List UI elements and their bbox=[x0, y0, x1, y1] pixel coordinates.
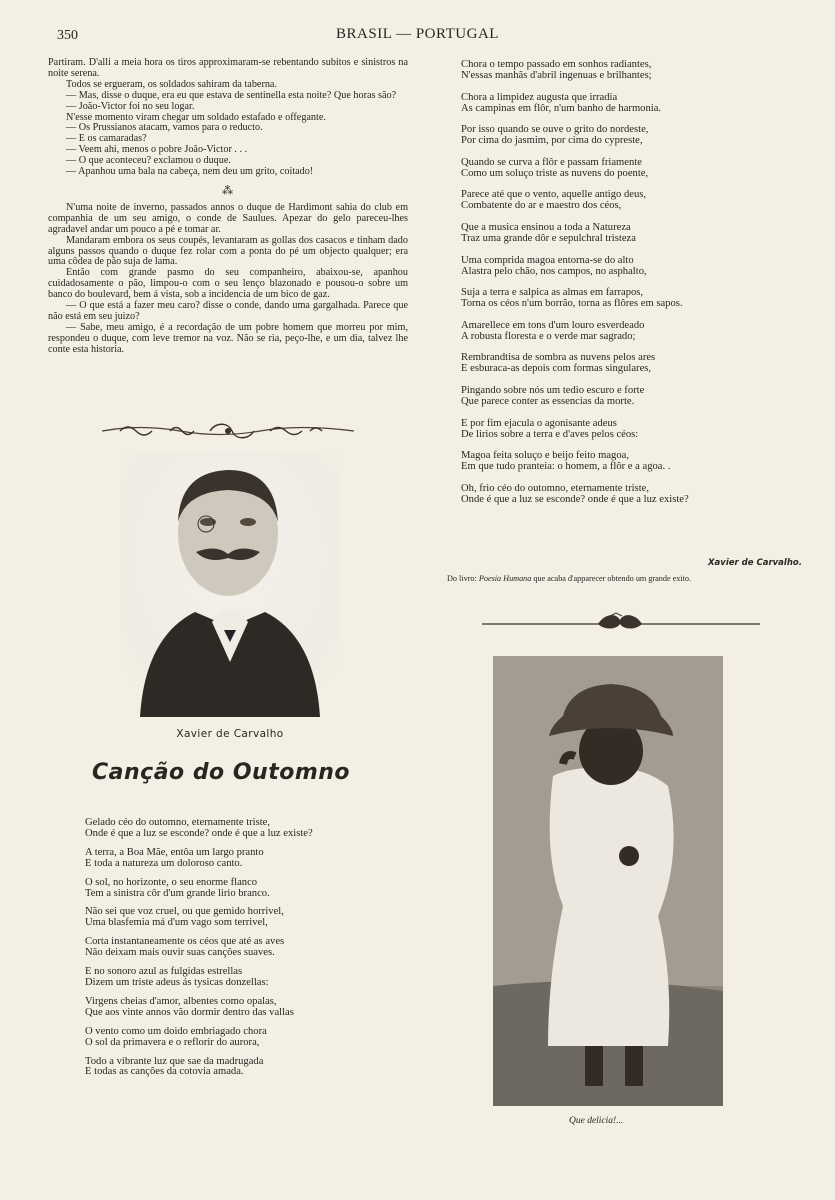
poem-line: Por cima do jasmim, por cima do cypreste, bbox=[461, 135, 643, 147]
portrait-photo bbox=[120, 452, 340, 717]
poem-left-column bbox=[85, 818, 405, 1086]
poem-stanza bbox=[85, 818, 405, 840]
poem-line: Todo a vibrante luz que sae da madrugada bbox=[85, 1055, 264, 1067]
poem-line: Por isso quando se ouve o grito do nordeste, bbox=[461, 124, 649, 136]
prose-paragraph: Então com grande pasmo do seu companheiro, abaixou-se, apanhou cuidadosamente o pão, limpou-o com o seu lenço blazonado e pousou-o sobre um banco do boulevard, bem á vista, sob a incidencia de um bico de gaz. bbox=[48, 267, 408, 301]
poem-line: E por fim ejacula o agonisante adeus bbox=[461, 417, 617, 429]
poem-line: N'essas manhãs d'abril ingenuas e brilhantes; bbox=[461, 69, 652, 81]
poem-stanza bbox=[85, 907, 405, 929]
poem-line: Amarellece em tons d'um louro esverdeado bbox=[461, 319, 645, 331]
poem-stanza bbox=[85, 878, 405, 900]
poem-line: A terra, a Boa Mãe, entôa um largo pranto bbox=[85, 846, 264, 858]
prose-paragraph: — O que está a fazer meu caro? disse o conde, dando uma gargalhada. Parece que não está em seu juizo? bbox=[48, 300, 408, 322]
poem-line: Em que tudo pranteia: o homem, a flôr e a agoa. . bbox=[461, 461, 671, 473]
prose-paragraph: — E os camaradas? bbox=[66, 133, 147, 145]
poem-stanza bbox=[461, 321, 781, 343]
prose-section-2 bbox=[48, 203, 408, 356]
prose-paragraph: — Os Prussianos atacam, vamos para o reducto. bbox=[66, 122, 263, 134]
poem-stanza bbox=[461, 60, 781, 82]
poem-line: E esburaca-as depois com formas singulares, bbox=[461, 363, 652, 375]
prose-paragraph: — Mas, disse o duque, era eu que estava de sentinella esta noite? Que horas são? bbox=[66, 89, 397, 101]
prose-paragraph: — João-Victor foi no seu logar. bbox=[66, 100, 195, 112]
poem-stanza bbox=[85, 967, 405, 989]
poem-line: O vento como um doido embriagado chora bbox=[85, 1025, 267, 1037]
poem-stanza bbox=[461, 484, 781, 506]
poem-line: Traz uma grande dôr e sepulchral tristeza bbox=[461, 232, 636, 244]
poem-line: Torna os céos n'um borrão, torna as flôres em sapos. bbox=[461, 298, 683, 310]
poem-stanza bbox=[461, 386, 781, 408]
source-note bbox=[447, 574, 787, 583]
poem-line: Que a musica ensinou a toda a Natureza bbox=[461, 222, 631, 234]
poem-line: Parece até que o vento, aquelle antigo deus, bbox=[461, 189, 647, 201]
prose-paragraph: — Sabe, meu amigo, é a recordação de um pobre homem que morreu por mim, respondeu o duque, com leve tremor na voz. Não se ria, peço-lhe, e um dia, talvez lhe conte esta historia. bbox=[48, 321, 408, 355]
poem-stanza bbox=[85, 997, 405, 1019]
poem-line: E no sonoro azul as fulgidas estrellas bbox=[85, 966, 243, 978]
source-note-book: Poesia Humana bbox=[478, 574, 532, 583]
running-head: BRASIL — PORTUGAL bbox=[336, 26, 499, 42]
poem-line: Suja a terra e salpica as almas em farrapos, bbox=[461, 287, 644, 299]
poem-line: O sol, no horizonte, o seu enorme flanco bbox=[85, 876, 258, 888]
poem-stanza bbox=[461, 158, 781, 180]
poem-stanza bbox=[461, 353, 781, 375]
poem-stanza bbox=[461, 125, 781, 147]
author-signature: Xavier de Carvalho. bbox=[708, 558, 802, 568]
prose-paragraph: N'uma noite de inverno, passados annos o duque de Hardimont sahia do club em companhia de um seu amigo, o conde de Saulues. Apezar do gelo pareceu-lhes agradavel andar um pouco a pé e tomar ar. bbox=[48, 201, 408, 235]
poem-line: As campinas em flôr, n'um banho de harmonia. bbox=[461, 102, 662, 114]
source-note-suffix: que acaba d'apparecer obtendo um grande exito. bbox=[533, 574, 692, 583]
prose-paragraph: Partiram. D'alli a meia hora os tiros approximaram-se rebentando subitos e sinistros na noite serena. bbox=[48, 57, 408, 79]
poem-line: Onde é que a luz se esconde? onde é que a luz existe? bbox=[461, 493, 689, 505]
poem-line: Que aos vinte annos vão dormir dentro das vallas bbox=[85, 1006, 294, 1018]
poem-line: Pingando sobre nós um tedio escuro e forte bbox=[461, 385, 645, 397]
ornament-divider-left bbox=[100, 422, 356, 440]
prose-section-1 bbox=[48, 58, 408, 178]
poem-line: Virgens cheias d'amor, albentes como opalas, bbox=[85, 995, 277, 1007]
portrait-caption: Xavier de Carvalho bbox=[176, 728, 284, 740]
poem-right-column bbox=[461, 60, 781, 517]
poem-stanza bbox=[461, 256, 781, 278]
poem-stanza bbox=[85, 1057, 405, 1079]
poem-stanza bbox=[85, 848, 405, 870]
source-note-prefix: Do livro: bbox=[447, 574, 477, 583]
poem-stanza bbox=[461, 288, 781, 310]
poem-line: Como um soluço triste as nuvens do poente, bbox=[461, 167, 649, 179]
poem-line: Que parece conter as essencias da morte. bbox=[461, 396, 635, 407]
prose-paragraph: — Veem ahi, menos o pobre João-Victor . . . bbox=[66, 144, 248, 156]
poem-line: Dizem um triste adeus ás tysicas donzellas: bbox=[85, 976, 269, 988]
poem-line: O sol da primavera e o reflorir do aurora, bbox=[85, 1036, 260, 1048]
poem-stanza bbox=[461, 190, 781, 212]
poem-line: Alastra pelo chão, nos campos, no asphalto, bbox=[461, 265, 647, 277]
poem-line: E todas as canções da cotovia amada. bbox=[85, 1066, 244, 1078]
poem-line: Chora o tempo passado em sonhos radiantes, bbox=[461, 59, 652, 70]
poem-stanza bbox=[85, 937, 405, 959]
poem-line: Não sei que voz cruel, ou que gemido horrivel, bbox=[85, 906, 284, 918]
prose-paragraph: N'esse momento viram chegar um soldado estafado e offegante. bbox=[66, 111, 326, 123]
poem-title: Canção do Outomno bbox=[92, 760, 351, 785]
poem-line: Tem a sinistra côr d'um grande lirio branco. bbox=[85, 887, 270, 899]
poem-line: E toda a natureza um doloroso canto. bbox=[85, 857, 243, 869]
prose-column bbox=[48, 58, 408, 356]
poem-stanza bbox=[85, 1027, 405, 1049]
poem-line: Oh, frio céo do outomno, eternamente triste, bbox=[461, 482, 649, 494]
poem-line: Chora a limpidez augusta que irradia bbox=[461, 91, 618, 103]
poem-line: De lirios sobre a terra e d'aves pelos céos: bbox=[461, 428, 639, 440]
poem-stanza bbox=[461, 451, 781, 473]
poem-line: Gelado céo do outomno, eternamente triste, bbox=[85, 817, 271, 828]
poem-stanza bbox=[461, 419, 781, 441]
poem-line: Uma comprida magoa entorna-se do alto bbox=[461, 254, 634, 266]
poem-line: A robusta floresta e o verde mar sagrado; bbox=[461, 330, 636, 342]
poem-line: Uma blasfemia má d'um vago som terrivel, bbox=[85, 917, 268, 929]
prose-paragraph: — Apanhou uma bala na cabeça, nem deu um grito, coitado! bbox=[66, 166, 314, 178]
section-stars: ⁂ bbox=[222, 184, 234, 197]
photo-caption: Que delicia!... bbox=[569, 1116, 624, 1126]
prose-paragraph: Todos se ergueram, os soldados sahiram da taberna. bbox=[66, 78, 277, 90]
child-photo bbox=[493, 656, 723, 1106]
prose-paragraph: Mandaram embora os seus coupés, levantaram as gollas dos casacos e tinham dado alguns passos quando o duque fez rolar com a ponta do pé um objecto qualquer; era uma côdea de pão suja de lama. bbox=[48, 234, 408, 268]
poem-stanza bbox=[461, 93, 781, 115]
poem-line: Quando se curva a flôr e passam friamente bbox=[461, 156, 642, 168]
poem-line: Onde é que a luz se esconde? onde é que a luz existe? bbox=[85, 827, 313, 839]
poem-line: Combatente do ar e maestro dos céos, bbox=[461, 200, 622, 212]
poem-line: Corta instantaneamente os céos que até as aves bbox=[85, 936, 285, 948]
ornament-divider-right bbox=[480, 612, 762, 634]
poem-line: Magoa feita soluço e beijo feito magoa, bbox=[461, 450, 629, 462]
prose-paragraph: — O que aconteceu? exclamou o duque. bbox=[66, 155, 231, 167]
poem-line: Não deixam mais ouvir suas canções suaves. bbox=[85, 947, 275, 959]
page-number: 350 bbox=[57, 28, 78, 43]
poem-stanza bbox=[461, 223, 781, 245]
poem-line: Rembrandtisa de sombra as nuvens pelos ares bbox=[461, 352, 656, 364]
